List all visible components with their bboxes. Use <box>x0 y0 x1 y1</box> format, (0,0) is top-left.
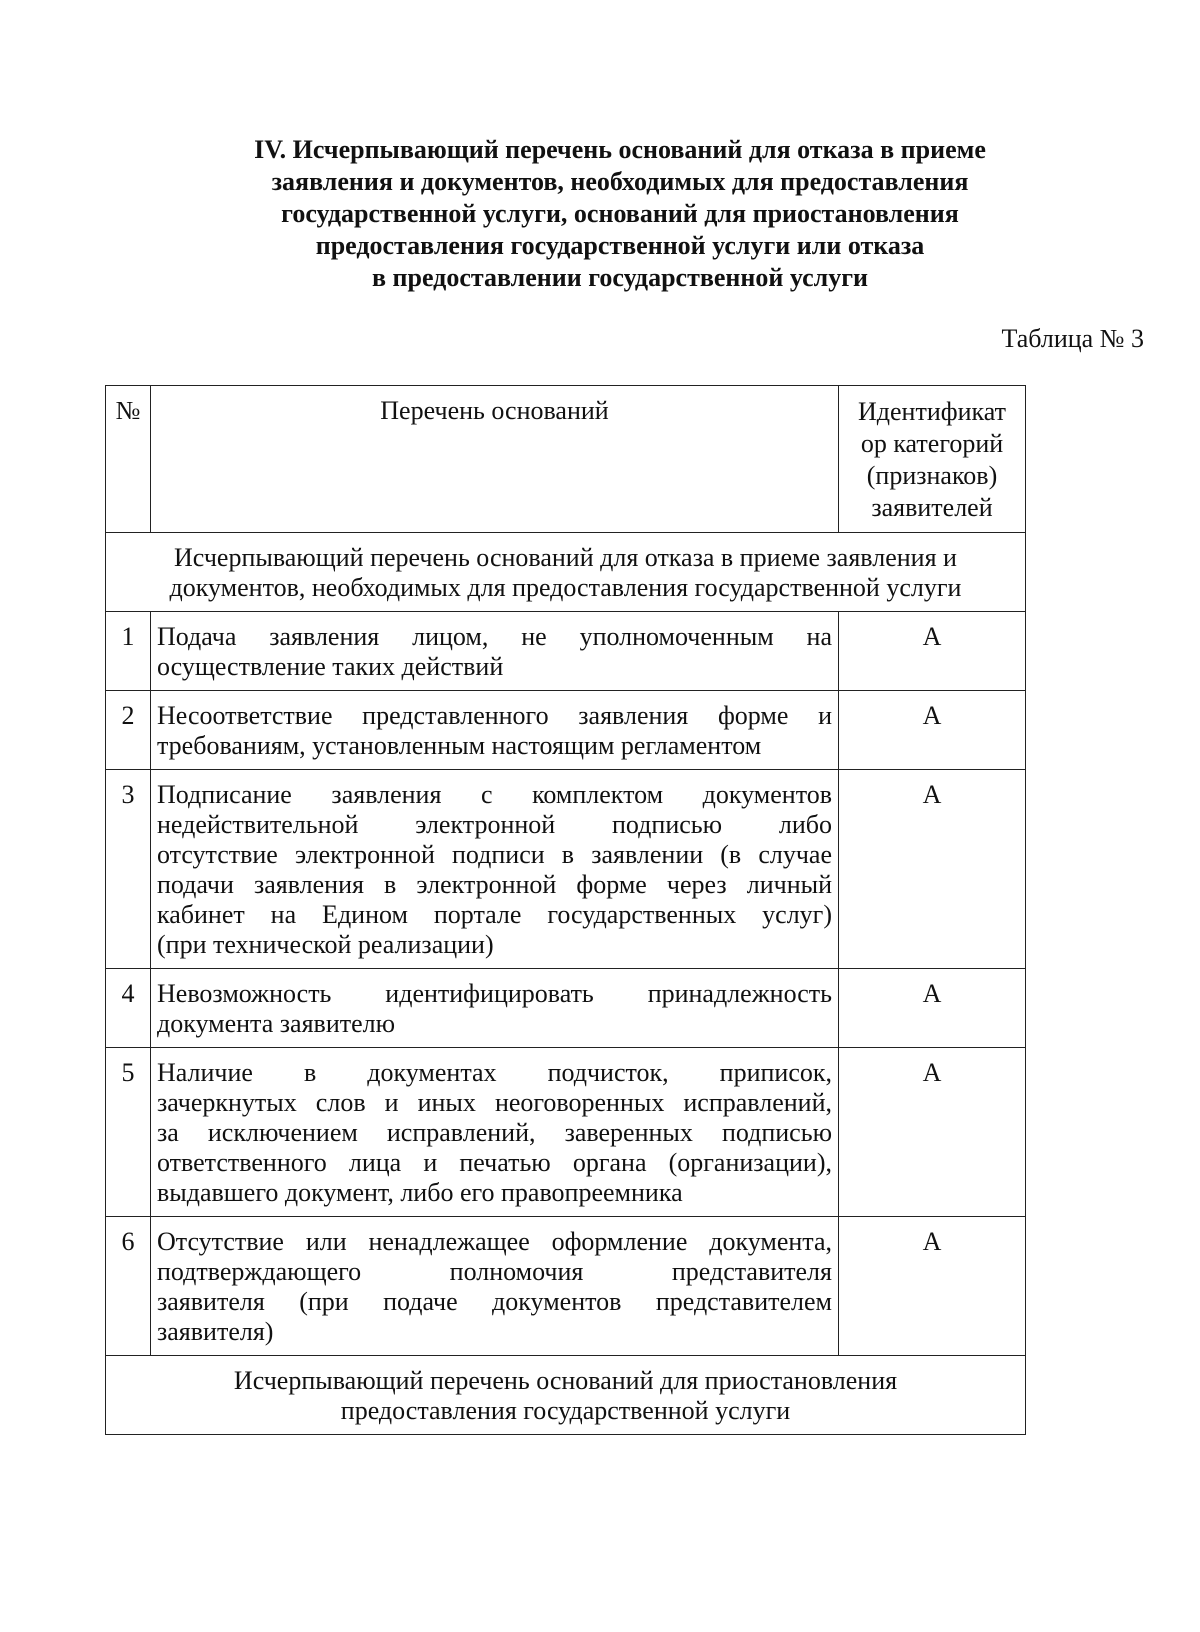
section-row-suspension <box>106 1356 1026 1435</box>
heading-line: в предоставлении государственной услуги <box>371 263 868 292</box>
section-row-refusal-acceptance <box>106 533 1026 612</box>
row-number: 2 <box>106 691 151 770</box>
row-text-line: Подача заявления лицом, не уполномоченным на <box>157 622 832 651</box>
table-row <box>106 612 1026 691</box>
row-text-line: осуществление таких действий <box>157 652 504 681</box>
row-category-id: А <box>839 691 1026 770</box>
row-text-line: (при технической реализации) <box>157 930 494 959</box>
row-ground-text <box>151 1217 839 1356</box>
table-number-label: Таблица № 3 <box>1001 324 1144 353</box>
header-id-line: (признаков) <box>866 461 998 490</box>
section-line: предоставления государственной услуги <box>340 1396 791 1425</box>
row-number: 3 <box>106 770 151 969</box>
row-category-id: А <box>839 612 1026 691</box>
row-text-line: недействительной электронной подписью либо <box>157 810 832 839</box>
table-row <box>106 969 1026 1048</box>
heading-line: заявления и документов, необходимых для предоставления <box>271 167 969 196</box>
row-category-id: А <box>839 969 1026 1048</box>
row-number: 5 <box>106 1048 151 1217</box>
section-title <box>106 1356 1026 1435</box>
row-ground-text <box>151 770 839 969</box>
heading-line: государственной услуги, оснований для приостановления <box>281 199 959 228</box>
row-text-line: подтверждающего полномочия представителя <box>157 1257 832 1286</box>
heading-line: предоставления государственной услуги или отказа <box>315 231 925 260</box>
header-number: № <box>106 386 151 533</box>
header-id-line: заявителей <box>871 493 993 522</box>
document-heading <box>190 134 1050 294</box>
row-category-id: А <box>839 1048 1026 1217</box>
row-category-id: А <box>839 770 1026 969</box>
section-title <box>106 533 1026 612</box>
header-id-line: Идентификат <box>858 397 1006 426</box>
section-line: Исчерпывающий перечень оснований для приостановления <box>233 1366 898 1395</box>
header-applicant-category-id <box>839 386 1026 533</box>
row-number: 6 <box>106 1217 151 1356</box>
section-line: Исчерпывающий перечень оснований для отказа в приеме заявления и <box>174 543 957 572</box>
row-text-line: Отсутствие или ненадлежащее оформление документа, <box>157 1227 832 1256</box>
row-text-line: кабинет на Едином портале государственных услуг) <box>157 900 832 929</box>
table-row <box>106 770 1026 969</box>
row-ground-text <box>151 1048 839 1217</box>
table-row <box>106 691 1026 770</box>
row-text-line: Несоответствие представленного заявления форме и <box>157 701 832 730</box>
row-text-line: Наличие в документах подчисток, приписок, <box>157 1058 832 1087</box>
row-text-line: подачи заявления в электронной форме через личный <box>157 870 832 899</box>
grounds-table <box>105 385 1026 1435</box>
table-header-row <box>106 386 1026 533</box>
row-text-line: отсутствие электронной подписи в заявлении (в случае <box>157 840 832 869</box>
row-ground-text <box>151 969 839 1048</box>
row-text-line: заявителя) <box>157 1317 274 1346</box>
header-id-line: ор категорий <box>860 429 1004 458</box>
header-grounds-list: Перечень оснований <box>151 386 839 533</box>
row-category-id: А <box>839 1217 1026 1356</box>
row-text-line: ответственного лица и печатью органа (организации), <box>157 1148 832 1177</box>
row-ground-text <box>151 691 839 770</box>
row-text-line: зачеркнутых слов и иных неоговоренных исправлений, <box>157 1088 832 1117</box>
row-text-line: Подписание заявления с комплектом документов <box>157 780 832 809</box>
row-text-line: заявителя (при подаче документов представителем <box>157 1287 832 1316</box>
table-row <box>106 1217 1026 1356</box>
heading-line: IV. Исчерпывающий перечень оснований для отказа в приеме <box>254 135 986 164</box>
row-text-line: Невозможность идентифицировать принадлежность <box>157 979 832 1008</box>
row-number: 4 <box>106 969 151 1048</box>
row-text-line: за исключением исправлений, заверенных подписью <box>157 1118 832 1147</box>
row-text-line: документа заявителю <box>157 1009 396 1038</box>
section-line: документов, необходимых для предоставления государственной услуги <box>169 573 962 602</box>
row-text-line: выдавшего документ, либо его правопреемника <box>157 1178 683 1207</box>
row-ground-text <box>151 612 839 691</box>
row-text-line: требованиям, установленным настоящим регламентом <box>157 731 762 760</box>
table-row <box>106 1048 1026 1217</box>
row-number: 1 <box>106 612 151 691</box>
